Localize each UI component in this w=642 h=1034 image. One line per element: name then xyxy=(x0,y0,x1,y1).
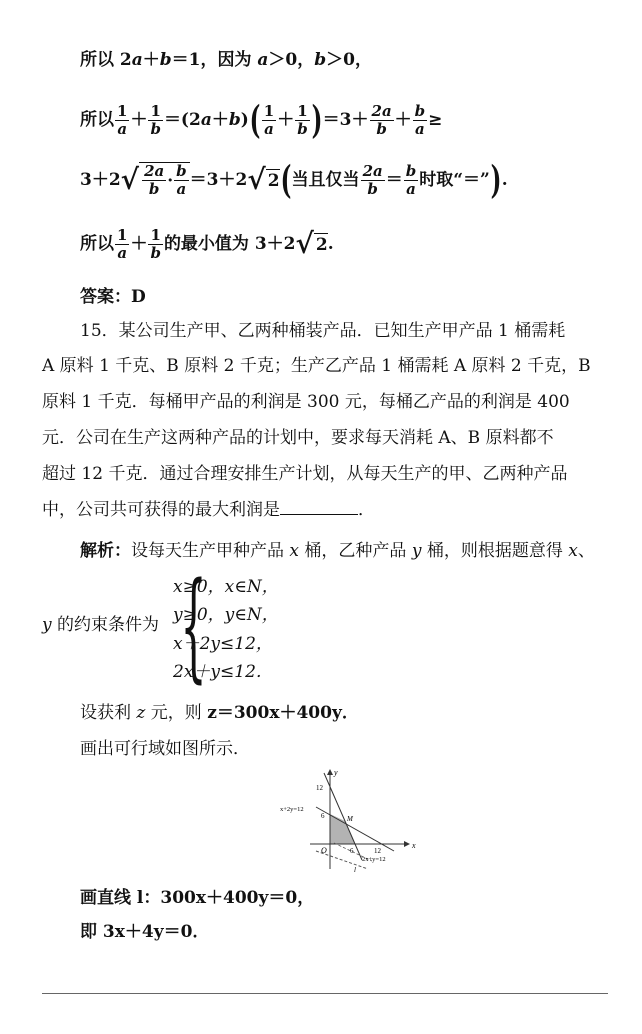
text: ＝3＋ xyxy=(322,110,369,130)
problem-line-2: A 原料 1 千克、B 原料 2 千克；生产乙产品 1 桶需耗 A 原料 2 千克，B xyxy=(42,356,591,376)
denominator: b xyxy=(150,243,161,262)
sqrt xyxy=(121,162,190,198)
line-l-simplified: 即 3x＋4y＝0． xyxy=(80,922,210,942)
var-b: b xyxy=(159,50,172,70)
solution-line-3 xyxy=(80,158,508,202)
text: 中，公司共可获得的最大利润是 xyxy=(42,500,280,520)
constraint-2: y≥0，y∈N， xyxy=(173,605,279,625)
denominator: b xyxy=(297,119,308,138)
solution-label: 解析： xyxy=(80,541,131,561)
fraction xyxy=(142,163,166,198)
numerator: 2a xyxy=(362,161,383,180)
var-z: z xyxy=(136,703,146,723)
problem-line-3: 原料 1 千克．每桶甲产品的利润是 300 元，每桶乙产品的利润是 400 xyxy=(42,392,570,412)
denominator: a xyxy=(406,179,416,198)
text: . xyxy=(327,234,334,254)
x-tick-6: 6 xyxy=(350,847,354,855)
text: ＋ xyxy=(277,110,295,130)
text: 所以 xyxy=(80,234,114,254)
sqrt xyxy=(247,163,280,196)
radicand xyxy=(139,162,190,198)
text: ＋ xyxy=(130,110,148,130)
constraint-brace: { xyxy=(180,556,207,694)
left-paren: ( xyxy=(280,157,291,202)
text: 、 xyxy=(577,541,595,561)
solution-line-2 xyxy=(80,98,442,142)
radical-sign: √ xyxy=(295,227,314,260)
text: ＝1，因为 xyxy=(171,50,258,70)
text: 所以 xyxy=(80,110,114,130)
constraint-lead xyxy=(42,614,159,636)
answer-value: D xyxy=(131,287,146,307)
answer-label: 答案： xyxy=(80,287,131,307)
denominator: a xyxy=(415,119,425,138)
fraction xyxy=(174,163,189,198)
text: ＋ xyxy=(394,110,412,130)
numerator: b xyxy=(414,101,426,120)
numerator: 2a xyxy=(144,162,165,180)
x-axis-arrow xyxy=(404,841,410,847)
sqrt xyxy=(295,227,328,260)
text: ＝3＋2 xyxy=(189,170,248,190)
radical-sign: √ xyxy=(120,163,140,196)
text: . xyxy=(501,170,508,190)
line-l-label: l xyxy=(354,866,356,874)
text: 设每天生产甲种产品 xyxy=(131,541,290,561)
radical-sign: √ xyxy=(247,163,266,196)
numerator: 1 xyxy=(117,101,128,120)
numerator: b xyxy=(405,161,417,180)
solution-intro xyxy=(80,540,595,562)
x-axis-label: x xyxy=(412,841,416,850)
fraction xyxy=(404,163,419,198)
radicand: 2 xyxy=(267,170,280,191)
text: 时取“＝” xyxy=(419,170,490,190)
text: ＋ xyxy=(130,234,148,254)
fraction xyxy=(148,103,163,138)
right-paren: ) xyxy=(311,97,323,142)
right-paren: ) xyxy=(490,157,502,202)
text: 元，则 xyxy=(145,703,208,723)
fraction xyxy=(413,103,428,138)
var-x: x xyxy=(568,541,578,561)
text: 3＋2 xyxy=(80,170,121,190)
denominator: b xyxy=(150,119,161,138)
var-a: a xyxy=(200,110,212,130)
numerator: 1 xyxy=(263,101,275,120)
fraction xyxy=(115,227,129,262)
fraction xyxy=(148,227,163,262)
text: 当且仅当 xyxy=(291,170,360,190)
left-paren: ( xyxy=(249,97,261,142)
text: ) xyxy=(240,110,249,130)
y-axis-label: y xyxy=(334,768,338,777)
problem-line-5: 超过 12 千克．通过合理安排生产计划，从每天生产的甲、乙两种产品 xyxy=(42,464,568,484)
draw-region-line: 画出可行域如图所示． xyxy=(80,739,250,759)
var-b: b xyxy=(228,110,241,130)
point-m-label: M xyxy=(347,815,353,823)
line-l-statement: 画直线 l：300x＋400y＝0， xyxy=(80,888,315,908)
denominator: a xyxy=(117,119,128,138)
fraction xyxy=(295,103,310,138)
text: ＞0， xyxy=(326,50,372,70)
answer-blank xyxy=(280,514,358,515)
y-tick-12: 12 xyxy=(316,784,323,792)
text: ＋ xyxy=(142,50,160,70)
problem-line-1: 15．某公司生产甲、乙两种桶装产品．已知生产甲产品 1 桶需耗 xyxy=(80,321,566,341)
constraint-3: x＋2y≤12， xyxy=(173,634,273,654)
solution-line-1 xyxy=(80,49,372,71)
feasible-region-figure xyxy=(276,765,426,875)
text: ＋ xyxy=(211,110,229,130)
text: 所以 2 xyxy=(80,50,132,70)
profit-line xyxy=(80,702,359,724)
y-tick-6: 6 xyxy=(321,812,325,820)
fraction xyxy=(115,103,129,138)
y-axis-arrow xyxy=(327,769,333,775)
text: 设获利 xyxy=(80,703,137,723)
problem-line-4: 元．公司在生产这两种产品的计划中，要求每天消耗 A、B 原料都不 xyxy=(42,428,554,448)
numerator: b xyxy=(176,162,187,180)
text: 桶，则根据题意得 xyxy=(421,541,569,561)
text: · xyxy=(167,170,174,191)
text: ＝(2 xyxy=(163,110,201,130)
x-tick-12: 12 xyxy=(374,847,381,855)
text: ＝ xyxy=(385,170,403,190)
var-a: a xyxy=(131,50,143,70)
var-y: y xyxy=(411,541,422,561)
fraction xyxy=(262,103,276,138)
fraction xyxy=(370,103,394,138)
line1-label: x+2y=12 xyxy=(280,806,304,813)
text: ＞0， xyxy=(268,50,315,70)
var-y: y xyxy=(42,615,52,635)
text: 桶，乙种产品 xyxy=(299,541,412,561)
origin-label: O xyxy=(321,846,327,855)
denominator: a xyxy=(176,180,187,198)
problem-line-6 xyxy=(42,499,375,521)
answer-line xyxy=(80,286,146,308)
constraint-4: 2x＋y≤12． xyxy=(173,662,273,682)
line2-label: 2x+y=12 xyxy=(362,856,386,863)
solution-line-4 xyxy=(80,222,334,266)
numerator: 1 xyxy=(297,101,308,120)
numerator: 2a xyxy=(371,101,392,120)
text: 的约束条件为 xyxy=(51,615,160,635)
numerator: 1 xyxy=(150,225,161,244)
denominator: b xyxy=(376,119,387,138)
denominator: b xyxy=(148,180,160,198)
text: 的最小值为 3＋2 xyxy=(163,234,296,254)
var-a: a xyxy=(257,50,269,70)
radicand: 2 xyxy=(315,234,328,255)
var-x: x xyxy=(289,541,299,561)
denominator: b xyxy=(367,179,378,198)
profit-formula: z＝300x＋400y． xyxy=(207,703,359,723)
constraint-1: x≥0，x∈N， xyxy=(173,577,279,597)
var-b: b xyxy=(314,50,327,70)
numerator: 1 xyxy=(150,101,161,120)
denominator: a xyxy=(117,243,128,262)
numerator: 1 xyxy=(117,225,128,244)
fraction xyxy=(361,163,385,198)
text: ． xyxy=(358,500,375,520)
text: ≥ xyxy=(428,110,443,130)
footer-rule xyxy=(42,993,608,994)
denominator: a xyxy=(264,119,274,138)
